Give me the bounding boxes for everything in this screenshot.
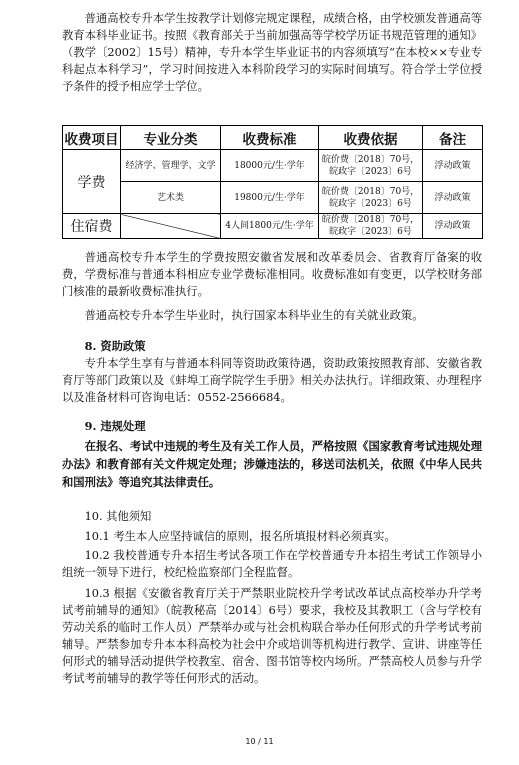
fee-standard-cell: 4人间1800元/生·学年 bbox=[221, 214, 319, 239]
fee-basis-line: 皖价费〔2018〕70号， bbox=[321, 154, 420, 165]
fee-standard-cell: 18000元/生·学年 bbox=[221, 150, 319, 182]
header-fee-standard: 收费标准 bbox=[221, 126, 319, 150]
header-fee-basis: 收费依据 bbox=[319, 126, 423, 150]
item-10-3: 10.3 根据《安徽省教育厅关于严禁职业院校升学考试改革试点高校举办升学考试考前辅导的通知》（皖教秘高〔2014〕6号）要求，我校及其教职工（含与学校有劳动关系的临时工作人员）严禁举办或与社会机构联合举办任何形式的升学考试考前辅导。严禁参加专升本本科高校为社会中介或培训等机构进行教学、宣讲、讲座等任何形式的辅导活动提供学校教室、宿舍、图书馆等校内场所。严禁高校人员参与升学考试考前辅导的教学等任何形式的活动。 bbox=[62, 587, 482, 685]
remark-cell: 浮动政策 bbox=[423, 182, 483, 214]
fee-basis-line: 皖政字〔2023〕6号 bbox=[329, 166, 412, 177]
major-category-cell: 艺术类 bbox=[121, 182, 221, 214]
fee-basis-cell bbox=[319, 182, 423, 214]
fee-basis-cell bbox=[319, 150, 423, 182]
section-9-title: 9. 违规处理 bbox=[84, 419, 146, 433]
fee-note-paragraph: 普通高校专升本学生的学费按照安徽省发展和改革委员会、省教育厅备案的收费，学费标准与普通本科相应专业学费标准相同。收费标准如有变更，以学校财务部门核准的最新收费标准执行。 bbox=[62, 251, 482, 298]
tuition-label: 学费 bbox=[63, 150, 121, 214]
major-category-cell: 经济学、管理学、文学 bbox=[121, 150, 221, 182]
fee-basis-line: 皖政字〔2023〕6号 bbox=[329, 198, 412, 209]
section-10-title: 10. 其他须知 bbox=[84, 510, 152, 523]
item-10-1: 10.1 考生本人应坚持诚信的原则，报名所填报材料必须真实。 bbox=[84, 530, 396, 543]
header-fee-item: 收费项目 bbox=[63, 126, 121, 150]
page-number: 10 / 11 bbox=[245, 737, 274, 746]
table-row bbox=[63, 150, 483, 182]
table-row bbox=[63, 214, 483, 239]
fee-table-header-row bbox=[63, 126, 483, 150]
section-9-body: 在报名、考试中违规的考生及有关工作人员，严格按照《国家教育考试违规处理办法》和教育部有关文件规定处理；涉嫌违法的，移送司法机关，依照《中华人民共和国刑法》等追究其法律责任。 bbox=[62, 439, 482, 489]
table-row bbox=[63, 182, 483, 214]
fee-basis-line: 皖价费〔2018〕70号， bbox=[321, 186, 420, 197]
boarding-label: 住宿费 bbox=[63, 214, 121, 239]
section-8-title: 8. 资助政策 bbox=[84, 339, 146, 353]
intro-paragraph: 普通高校专升本学生按教学计划修完规定课程，成绩合格，由学校颁发普通高等教育本科毕业证书。按照《教育部关于当前加强高等学校学历证书规范管理的通知》（教学〔2002〕15号）精神，专升本学生毕业证书的内容须填写“在本校××专业专科起点本科学习”，学习时间按进入本科阶段学习的实际时间填写。符合学士学位授予条件的授予相应学士学位。 bbox=[62, 12, 482, 93]
fee-standard-cell: 19800元/生·学年 bbox=[221, 182, 319, 214]
fee-basis-line: 皖政字〔2023〕6号 bbox=[329, 227, 412, 237]
header-major-category: 专业分类 bbox=[121, 126, 221, 150]
remark-cell: 浮动政策 bbox=[423, 214, 483, 239]
section-8-body: 专升本学生享有与普通本科同等资助政策待遇，资助政策按照教育部、安徽省教育厅等部门政策以及《蚌埠工商学院学生手册》相关办法执行。详细政策、办理程序以及准备材料可咨询电话：0552-2566684。 bbox=[62, 357, 482, 404]
graduation-note-paragraph: 普通高校专升本学生毕业时，执行国家本科毕业生的有关就业政策。 bbox=[84, 309, 424, 322]
fee-table bbox=[62, 125, 483, 239]
item-10-2: 10.2 我校普通专升本招生考试各项工作在学校普通专升本招生考试工作领导小组统一领导下进行，校纪检监察部门全程监督。 bbox=[62, 549, 482, 579]
fee-basis-cell bbox=[319, 214, 423, 239]
remark-cell: 浮动政策 bbox=[423, 150, 483, 182]
header-remark: 备注 bbox=[423, 126, 483, 150]
empty-diagonal-cell bbox=[121, 214, 221, 239]
fee-basis-line: 皖价费〔2018〕70号， bbox=[321, 215, 420, 225]
